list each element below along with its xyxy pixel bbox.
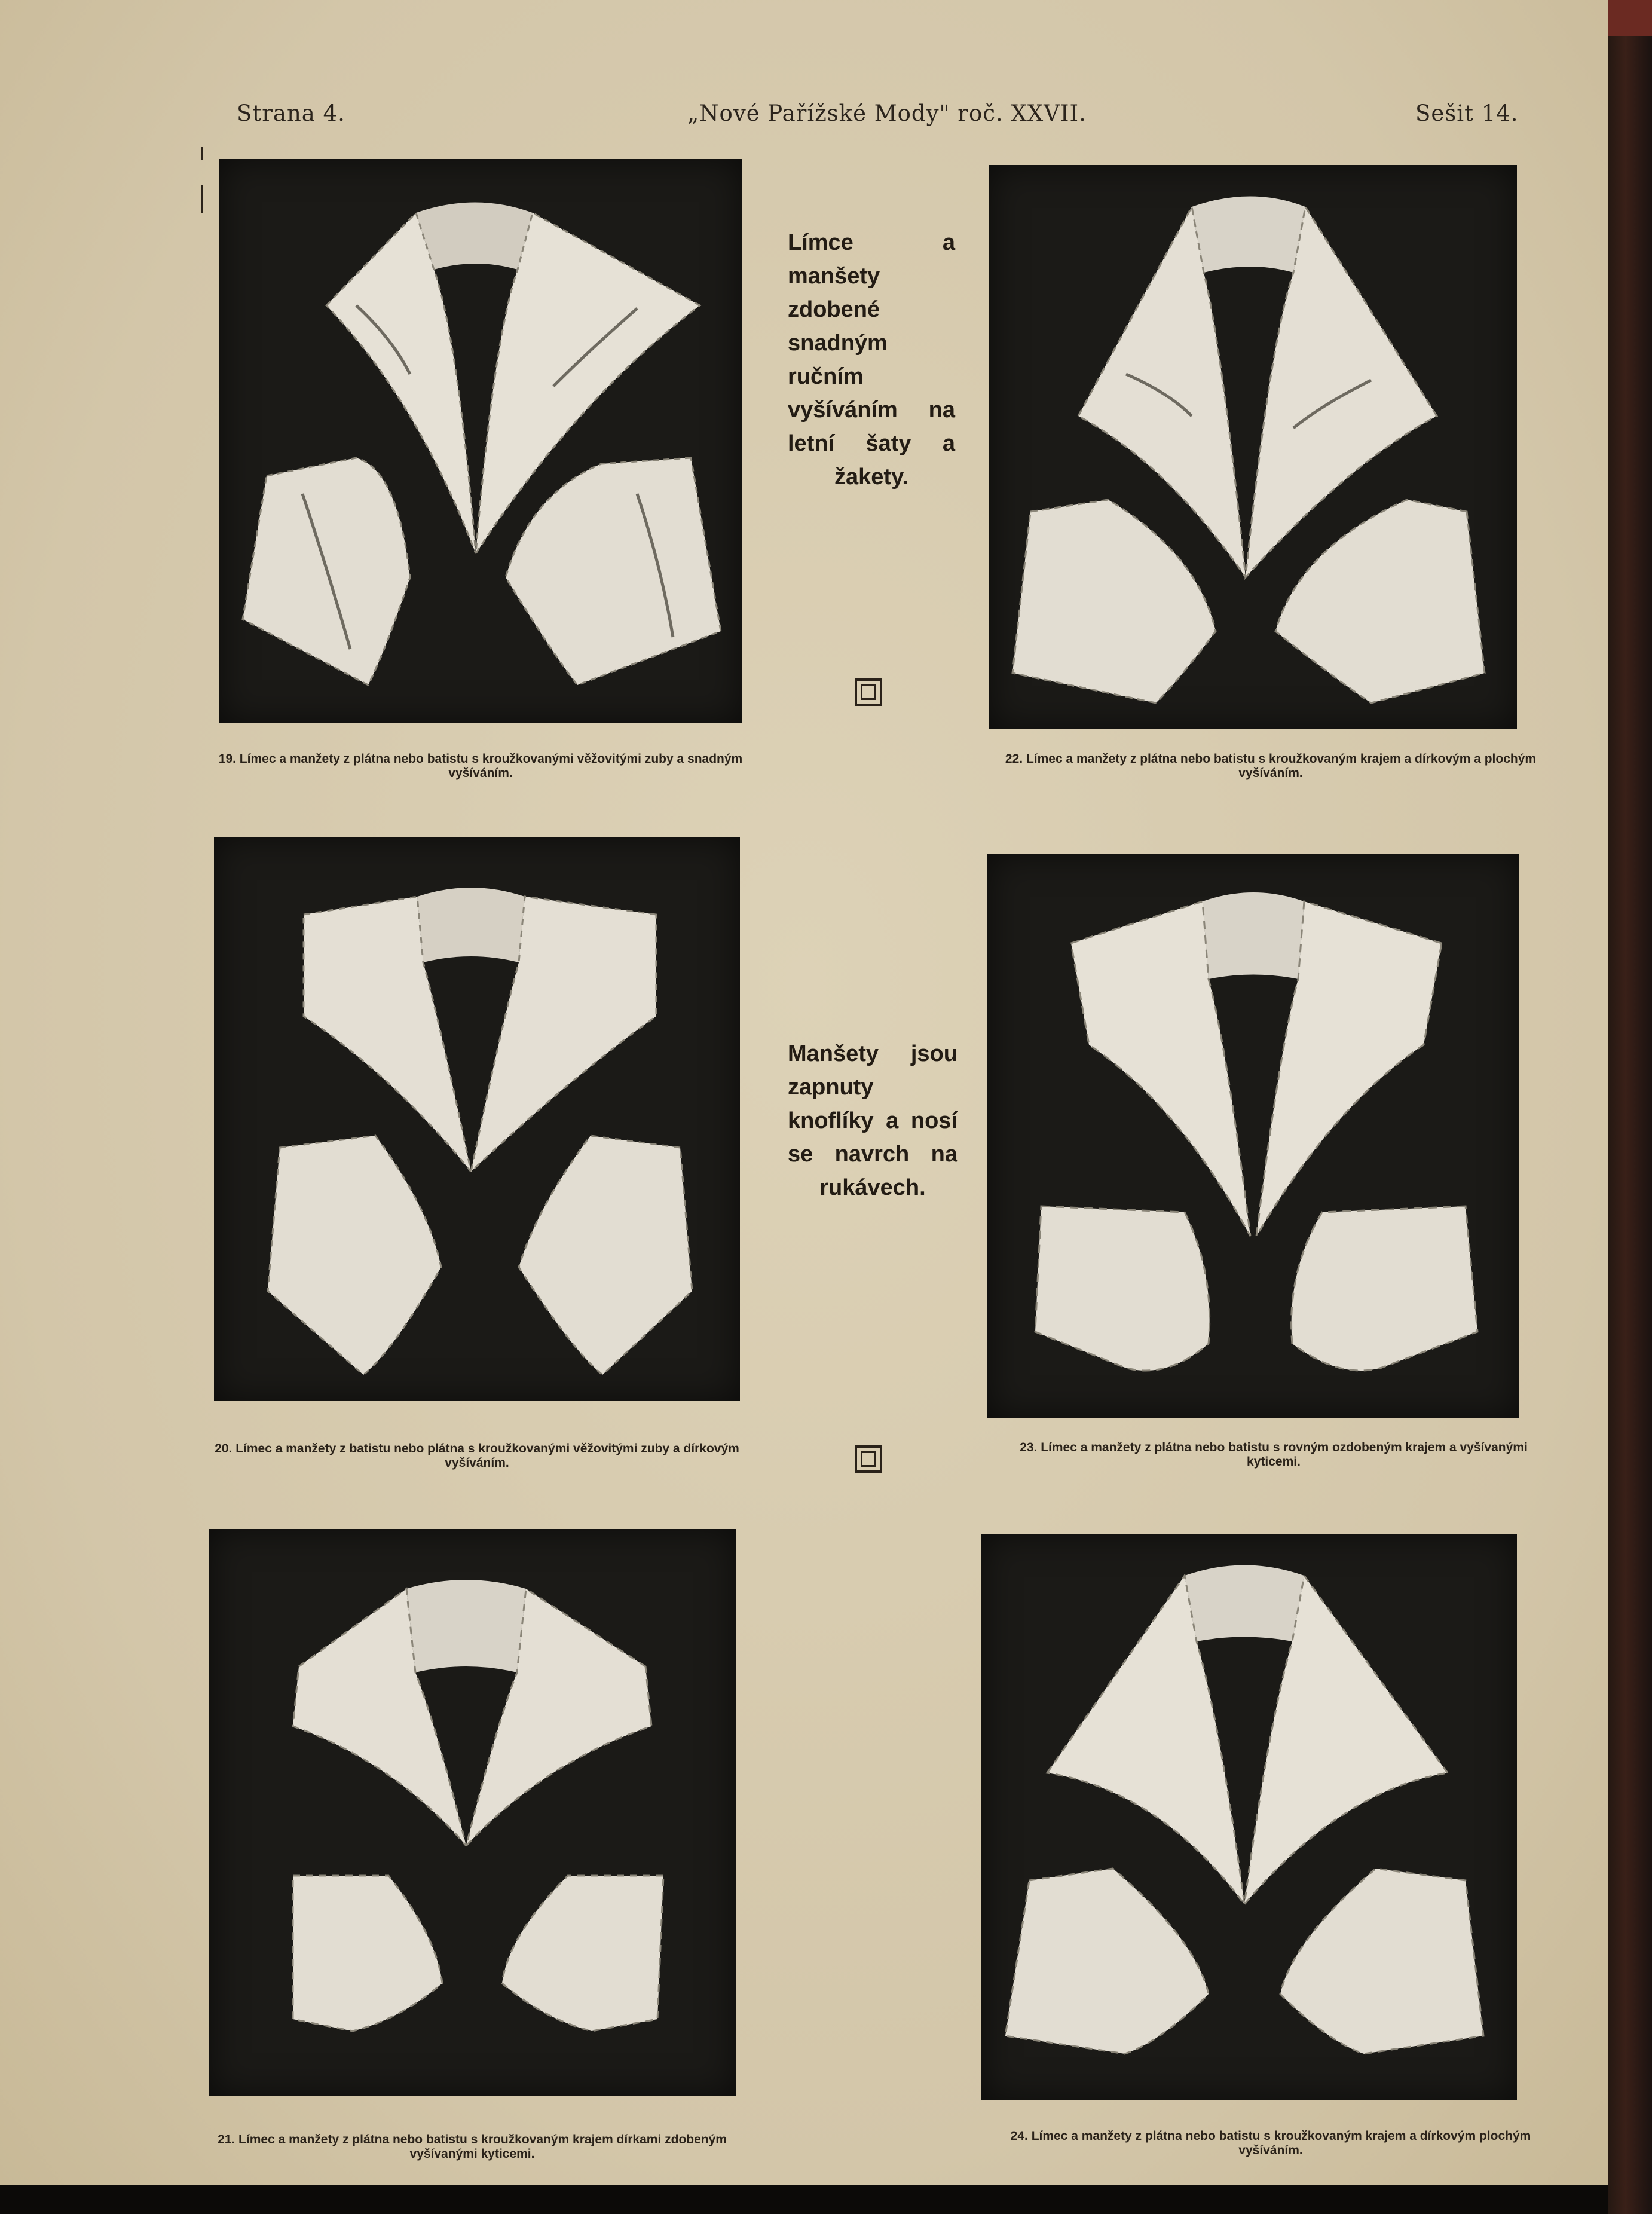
figure-22-caption: 22. Límec a manžety z plátna nebo batistu s kroužkovaným krajem a dírkovým a plochým vyšíváním.: [1005, 752, 1537, 780]
figure-23-caption: 23. Límec a manžety z plátna nebo batistu s rovným ozdobeným krajem a vyšívanými kyticemi.: [1020, 1441, 1528, 1469]
figure-22-photo: [989, 165, 1517, 729]
figure-21-photo: [209, 1529, 736, 2096]
magazine-title: „Nové Pařížské Mody" roč. XXVII.: [687, 100, 1087, 126]
ornament-square: [855, 678, 882, 706]
margin-mark: [201, 185, 203, 213]
issue-number: Sešit 14.: [1415, 100, 1519, 126]
figure-19-caption: 19. Límec a manžety z plátna nebo batistu s kroužkovanými věžovitými zuby a snadným vyšíváním.: [218, 752, 743, 780]
figure-19-photo: [219, 159, 742, 723]
figure-24-caption: 24. Límec a manžety z plátna nebo batistu s kroužkovaným krajem a dírkovým plochým vyšíváním.: [1010, 2129, 1531, 2157]
spine-strip: [1608, 0, 1652, 36]
middle-text: Manšety jsou zapnuty knoflíky a nosí se navrch na rukávech.: [788, 1041, 957, 1200]
figure-24-photo: [981, 1534, 1517, 2100]
intro-text: Límce a manšety zdobené snadným ručním vyšíváním na letní šaty a žakety.: [788, 230, 955, 490]
margin-mark: [201, 147, 203, 160]
book-spine: [1608, 0, 1652, 2214]
page-number: Strana 4.: [237, 100, 345, 126]
figure-21-caption: 21. Límec a manžety z plátna nebo batistu s kroužkovaným krajem dírkami zdobeným vyšívanými kyticemi.: [218, 2133, 727, 2161]
ornament-square: [855, 1445, 882, 1473]
figure-23-photo: [987, 854, 1519, 1418]
figure-20-caption: 20. Límec a manžety z batistu nebo plátna s kroužkovanými věžovitými zuby a dírkovým vyšíváním.: [215, 1442, 739, 1470]
figure-20-photo: [214, 837, 740, 1401]
